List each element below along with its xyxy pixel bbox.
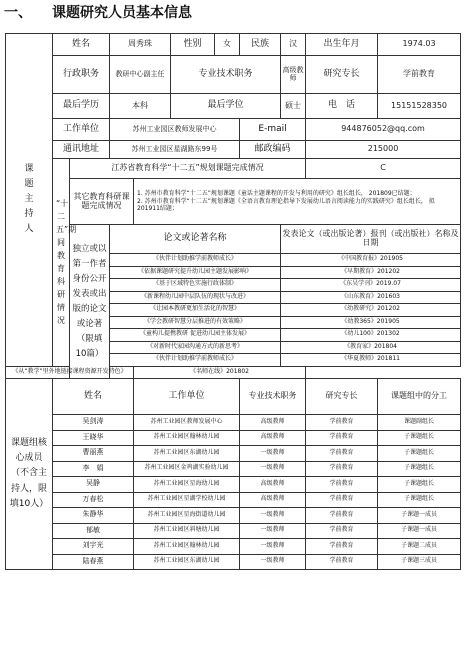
paper-source: 《幼教365》201905	[281, 316, 461, 329]
paper-source: 《幼儿100》201302	[281, 329, 461, 342]
label-phone: 电 话	[306, 94, 378, 119]
paper-source: 《华夏教师》201811	[281, 354, 461, 367]
paper-title: 《伙伴计划助推学前教师成长》	[110, 254, 281, 267]
member-unit: 苏州工业园区东湖幼儿园	[134, 554, 240, 570]
member-row	[6, 461, 461, 477]
host-other-projects	[134, 179, 461, 225]
member-name: 曹丽燕	[53, 446, 134, 462]
label-other-project: 其它教育科研课题完成情况	[70, 179, 134, 225]
member-spec: 学前教育	[306, 492, 378, 508]
host-specialty: 学前教育	[378, 56, 461, 94]
paper-row	[6, 366, 461, 379]
member-spec: 学前教育	[306, 508, 378, 524]
members-col-title: 专业技术职务	[240, 379, 306, 415]
other-project-2: 2. 苏州市教育科学“十二五”规划课题《全语言教育理论指导下发展幼儿语言阅读能力的实践研究》组长组长， 拟 201911结题；	[137, 197, 435, 213]
members-col-role: 课题组中的分工	[378, 379, 461, 415]
member-row	[6, 539, 461, 555]
member-spec: 学前教育	[306, 539, 378, 555]
host-birth: 1974.03	[378, 34, 461, 56]
host-address: 苏州工业园区星湖路东99号	[110, 141, 240, 159]
member-spec: 学前教育	[306, 415, 378, 431]
member-title: 高级教师	[240, 415, 306, 431]
member-spec: 学前教育	[306, 477, 378, 493]
papers-col-title: 论文或论著名称	[110, 225, 281, 254]
label-gender: 性别	[171, 34, 215, 56]
host-email: 944876052@qq.com	[306, 119, 461, 141]
member-role: 子课题组长	[378, 430, 461, 446]
host-work-unit: 苏州工业园区教师发展中心	[110, 119, 240, 141]
member-title: 高级教师	[240, 430, 306, 446]
papers-side-label: 独立或以第一作者身份公开发表或出版的论文或论著（限填10篇）	[70, 225, 110, 379]
papers-col-source: 发表论文（或出版论著）报刊（或出版社）名称及日期	[281, 225, 461, 254]
paper-source: 《山东教育》201603	[281, 291, 461, 304]
member-role: 子课题一成员	[378, 508, 461, 524]
member-spec: 学前教育	[306, 446, 378, 462]
host-row-work	[6, 119, 461, 141]
members-col-unit: 工作单位	[134, 379, 240, 415]
member-row	[6, 508, 461, 524]
paper-title: 《基于区域特色实施行政体制》	[110, 279, 281, 292]
member-name: 郁敏	[53, 523, 134, 539]
member-name: 吴剑涛	[53, 415, 134, 431]
paper-title: 《新课程幼儿园中层队伍的现状与改进》	[110, 291, 281, 304]
plan-period-label: “十二五”期间教育科研情况	[53, 159, 70, 367]
member-unit: 苏州工业园区星海街道幼儿园	[134, 508, 240, 524]
host-last-edu: 本科	[110, 94, 171, 119]
label-tech-post: 专业技术职务	[171, 56, 281, 94]
member-role: 子课题组长	[378, 446, 461, 462]
paper-source: 《东吴学刊》2019.07	[281, 279, 461, 292]
host-row-name	[6, 34, 461, 56]
member-row	[6, 492, 461, 508]
members-col-name: 姓名	[53, 379, 134, 415]
host-phone: 15151528350	[378, 94, 461, 119]
label-postcode: 邮政编码	[240, 141, 306, 159]
member-name: 吴静	[53, 477, 134, 493]
paper-title: 《从“教学”里外地链接课程资源开发特色》	[6, 366, 134, 379]
member-name: 朱静华	[53, 508, 134, 524]
label-ethnic: 民族	[240, 34, 281, 56]
member-role: 子课题二成员	[378, 539, 461, 555]
member-unit: 苏州工业园区翰林幼儿园	[134, 539, 240, 555]
label-last-edu: 最后学历	[53, 94, 110, 119]
member-row	[6, 415, 461, 431]
member-name: 王晓华	[53, 430, 134, 446]
section-heading	[0, 2, 192, 26]
host-postcode: 215000	[306, 141, 461, 159]
member-name: 万春松	[53, 492, 134, 508]
paper-title: 《童构儿提携教研 促进幼儿园主体发展》	[110, 329, 281, 342]
member-unit: 苏州工业园区星海幼儿园	[134, 477, 240, 493]
host-row-post	[6, 56, 461, 94]
paper-source: 《名师在线》201802	[134, 366, 306, 379]
member-name: 刘宇光	[53, 539, 134, 555]
member-unit: 苏州工业园区教师发展中心	[134, 415, 240, 431]
member-title: 一级教师	[240, 523, 306, 539]
member-title: 一级教师	[240, 539, 306, 555]
members-col-spec: 研究专长	[306, 379, 378, 415]
member-unit: 苏州工业园区星湖学校幼儿园	[134, 492, 240, 508]
label-email: E-mail	[240, 119, 306, 141]
label-last-degree: 最后学位	[171, 94, 281, 119]
members-side-label: 课题组核心成员（不含主持人，限填10人）	[6, 379, 53, 570]
member-title: 一级教师	[240, 508, 306, 524]
host-gender: 女	[215, 34, 240, 56]
host-admin-post: 教研中心副主任	[110, 56, 171, 94]
member-spec: 学前教育	[306, 523, 378, 539]
paper-source: 《早期教育》201202	[281, 266, 461, 279]
member-unit: 苏州工业园区东湖幼儿园	[134, 446, 240, 462]
member-row	[6, 554, 461, 570]
host-row-other-projects	[6, 179, 461, 225]
member-row	[6, 430, 461, 446]
member-role: 子课题组长	[378, 477, 461, 493]
host-tech-post: 高级教师	[281, 56, 306, 94]
member-role: 子课题组长	[378, 492, 461, 508]
member-role: 子课题一成员	[378, 523, 461, 539]
paper-title: 《依据课题研究提升幼儿园主题发展影响》	[110, 266, 281, 279]
member-unit: 苏州工业园区金鸡湖实验幼儿园	[134, 461, 240, 477]
member-title: 一级教师	[240, 461, 306, 477]
paper-source: 《教育家》201804	[281, 341, 461, 354]
host-row-jiangsu	[6, 159, 461, 179]
member-role: 子课题三成员	[378, 554, 461, 570]
host-last-degree: 硕士	[281, 94, 306, 119]
member-title: 一级教师	[240, 446, 306, 462]
member-title: 高级教师	[240, 477, 306, 493]
member-name: 陆春燕	[53, 554, 134, 570]
member-title: 高级教师	[240, 492, 306, 508]
member-unit: 苏州工业园区翰林幼儿园	[134, 430, 240, 446]
paper-title: 《伙伴计划助推学前教师成长》	[110, 354, 281, 367]
host-row-edu	[6, 94, 461, 119]
label-address: 通讯地址	[53, 141, 110, 159]
member-row	[6, 523, 461, 539]
paper-source: 《中国教育报》201905	[281, 254, 461, 267]
member-spec: 学前教育	[306, 430, 378, 446]
member-row	[6, 477, 461, 493]
paper-title: 《让园本教研更加生活化的智慧》	[110, 304, 281, 317]
label-work-unit: 工作单位	[53, 119, 110, 141]
label-jiangsu-project: 江苏省教育科学“十二五”规划课题完成情况	[70, 159, 306, 179]
paper-title: 《对新时代家园沟通方式的新思考》	[110, 341, 281, 354]
paper-source: 《幼教研究》201202	[281, 304, 461, 317]
host-jiangsu-value: C	[306, 159, 461, 179]
section-number: 一、	[4, 5, 32, 21]
label-specialty: 研究专长	[306, 56, 378, 94]
member-role: 课题副组长	[378, 415, 461, 431]
member-row	[6, 446, 461, 462]
other-project-1: 1. 苏州市教育科学“十二五”规划课题《童话主题课程的开发与利用的研究》组长组长， 201809已结题；	[137, 189, 416, 197]
label-name: 姓名	[53, 34, 110, 56]
label-birth: 出生年月	[306, 34, 378, 56]
member-unit: 苏州工业园区斜塘幼儿园	[134, 523, 240, 539]
paper-title: 《学会教研智慧分层推进的有效策略》	[110, 316, 281, 329]
member-title: 一级教师	[240, 554, 306, 570]
researcher-info-table	[5, 33, 461, 570]
member-spec: 学前教育	[306, 554, 378, 570]
section-title: 课题研究人员基本信息	[52, 5, 192, 21]
host-side-label: 课题主持人	[6, 34, 53, 367]
host-row-address	[6, 141, 461, 159]
host-name: 周秀珠	[110, 34, 171, 56]
member-role: 子课题组长	[378, 461, 461, 477]
label-admin-post: 行政职务	[53, 56, 110, 94]
host-ethnic: 汉	[281, 34, 306, 56]
members-header-row	[6, 379, 461, 415]
member-name: 李 娟	[53, 461, 134, 477]
member-spec: 学前教育	[306, 461, 378, 477]
